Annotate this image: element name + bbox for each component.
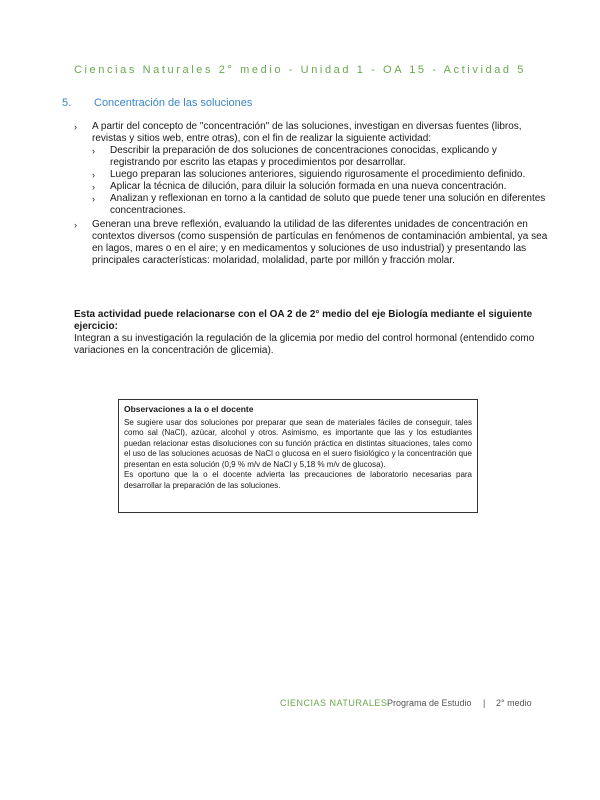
activity-reflection-item bbox=[74, 219, 549, 267]
activity-reflection: Generan una breve reflexión, evaluando la utilidad de las diferentes unidades de concentración en contextos diversos (como suspensión de partículas en fenómenos de contaminación ambiental, ya sea en lagos, mares o en el aire; y en medicamentos y soluciones de uso industrial) y presentando las principales características: molaridad, molalidad, parte por millón y fracción molar. bbox=[92, 219, 548, 266]
observations-title: Observaciones a la o el docente bbox=[124, 404, 254, 414]
activity-list bbox=[74, 121, 549, 269]
section-number: 5. bbox=[62, 97, 72, 109]
activity-steps bbox=[92, 145, 549, 217]
observations-paragraph: Es oportuno que la o el docente advierta las precauciones de laboratorio necesarias para desarrollar la preparación de las soluciones. bbox=[124, 470, 472, 490]
step-text: Analizan y reflexionan en torno a la cantidad de soluto que puede tener una solución en diferentes concentraciones. bbox=[110, 193, 546, 216]
footer-level: 2° medio bbox=[496, 698, 532, 708]
biology-relation bbox=[74, 309, 549, 357]
page-header: Ciencias Naturales 2° medio - Unidad 1 - OA 15 - Actividad 5 bbox=[73, 64, 527, 76]
footer-subject: CIENCIAS NATURALES bbox=[280, 698, 388, 708]
bullet-marker: › bbox=[74, 122, 77, 132]
activity-step bbox=[92, 145, 549, 169]
footer-program: Programa de Estudio bbox=[387, 698, 472, 708]
step-marker: › bbox=[92, 146, 95, 156]
step-marker: › bbox=[92, 194, 95, 204]
teacher-observations-box bbox=[118, 399, 478, 513]
activity-step bbox=[92, 169, 549, 181]
section-title: Concentración de las soluciones bbox=[94, 97, 253, 109]
bullet-marker: › bbox=[74, 220, 77, 230]
footer-separator: | bbox=[483, 698, 486, 708]
observations-paragraph: Se sugiere usar dos soluciones por preparar que sean de materiales fáciles de conseguir, tales como sal (NaCl), azúcar, alcohol y otros. Asimismo, es importante que las y los estudiantes puedan relacionar estas disoluciones con su función práctica en distintas situaciones, tales como el uso de las soluciones acuosas de NaCl o glucosa en el suero fisiológico y la concentración que presentan en esta solución (0,9 % m/v de NaCl y 5,18 % m/v de glucosa). bbox=[124, 417, 472, 469]
step-marker: › bbox=[92, 182, 95, 192]
step-text: Luego preparan las soluciones anteriores, siguiendo rigurosamente el procedimiento definido. bbox=[110, 169, 526, 180]
activity-intro-item bbox=[74, 121, 549, 217]
activity-step bbox=[92, 181, 549, 193]
relation-lead: Esta actividad puede relacionarse con el OA 2 de 2° medio del eje Biología mediante el siguiente ejercicio: bbox=[74, 309, 533, 332]
step-marker: › bbox=[92, 170, 95, 180]
step-text: Describir la preparación de dos soluciones de concentraciones conocidas, explicando y registrando por escrito las etapas y procedimientos por desarrollar. bbox=[110, 145, 497, 168]
relation-text: Integran a su investigación la regulación de la glicemia por medio del control hormonal (entendido como variaciones en la concentración de glicemia). bbox=[74, 333, 535, 356]
activity-intro: A partir del concepto de "concentración" de las soluciones, investigan en diversas fuentes (libros, revistas y sitios web, entre otras), con el fin de realizar la siguiente actividad: bbox=[92, 121, 522, 144]
activity-step bbox=[92, 193, 549, 217]
section-heading bbox=[62, 97, 252, 109]
step-text: Aplicar la técnica de dilución, para diluir la solución formada en una nueva concentración. bbox=[110, 181, 507, 192]
